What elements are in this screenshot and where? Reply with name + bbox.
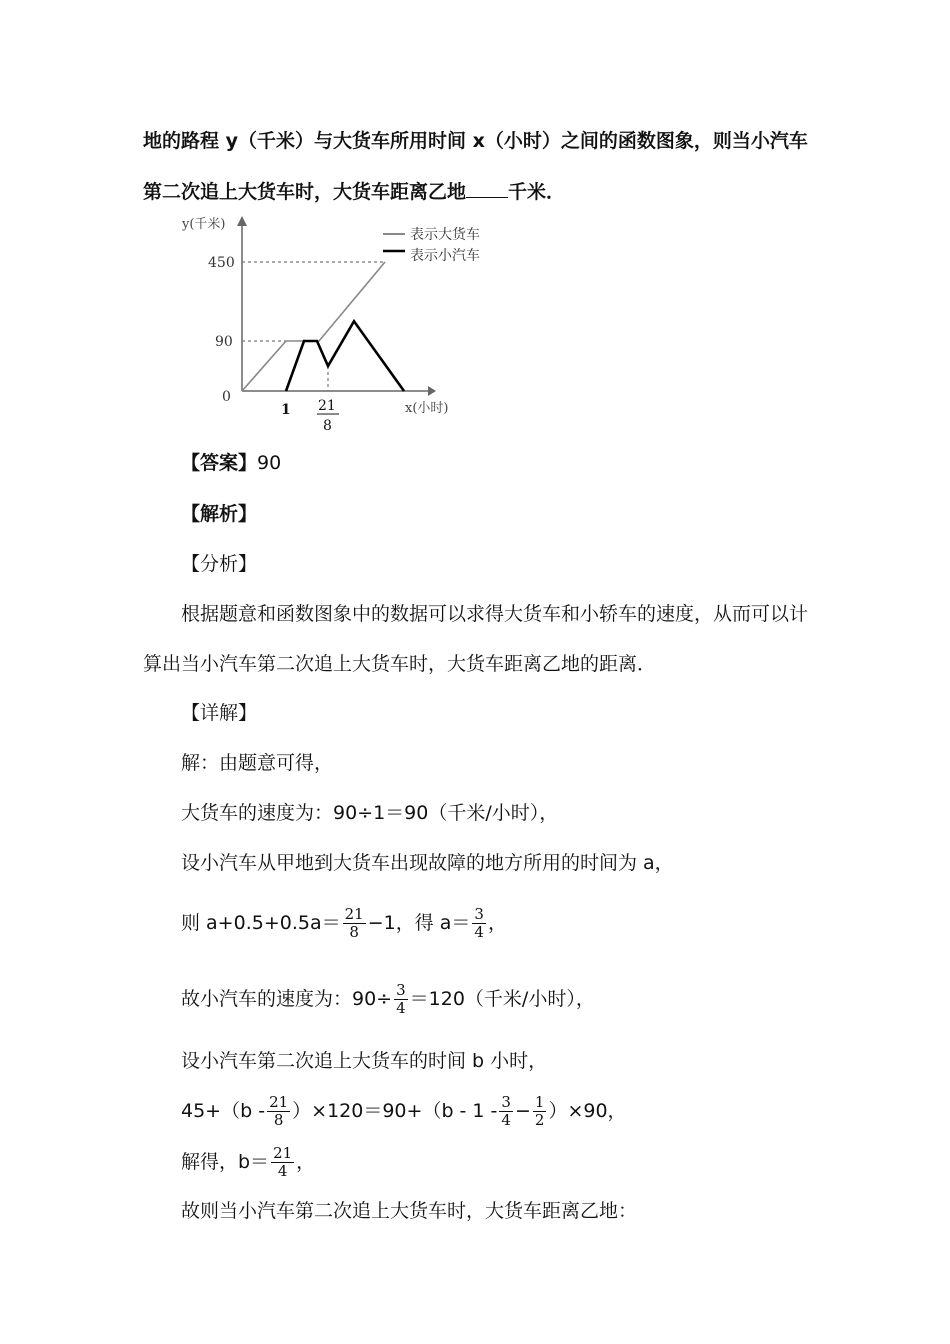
fraction-numerator: 21 xyxy=(269,1093,289,1111)
fraction-denominator: 8 xyxy=(273,1111,284,1129)
step-8 xyxy=(181,1145,315,1180)
step-1: 解：由题意可得， xyxy=(181,752,334,774)
legend-label-car: 表示小汽车 xyxy=(410,248,480,264)
x-tick-label: 21 xyxy=(318,398,336,414)
fraction-numerator: 3 xyxy=(501,1093,511,1111)
step-7-c: ）×90， xyxy=(548,1100,627,1122)
step-4 xyxy=(181,906,507,941)
step-8-pre: 解得，b＝ xyxy=(181,1151,270,1173)
question-line-2-pre: 第二次追上大货车时，大货车距离乙地 xyxy=(143,181,467,203)
fraction-21-8 xyxy=(343,906,366,941)
question-line-2 xyxy=(143,179,565,204)
step-7 xyxy=(181,1094,627,1129)
fraction-numerator: 21 xyxy=(344,905,364,923)
y-axis-arrow xyxy=(237,216,247,226)
question-line-2-post: 千米． xyxy=(508,181,566,203)
fraction-21-8 xyxy=(267,1094,290,1129)
fraction-numerator: 3 xyxy=(474,905,484,923)
x-axis-label: x(小时) xyxy=(405,401,449,416)
fraction-numerator: 1 xyxy=(534,1093,545,1111)
fraction-denominator: 4 xyxy=(474,923,484,941)
legend-label-truck: 表示大货车 xyxy=(410,227,480,243)
fraction-denominator: 4 xyxy=(501,1111,511,1129)
xiangjie-label: 【详解】 xyxy=(181,702,258,724)
answer-line xyxy=(181,451,281,475)
fraction-denominator: 8 xyxy=(349,923,359,941)
step-4-mid: −1，得 a＝ xyxy=(367,912,471,934)
step-6: 设小汽车第二次追上大货车的时间 b 小时， xyxy=(181,1050,548,1072)
step-3: 设小汽车从甲地到大货车出现故障的地方所用的时间为 a， xyxy=(181,852,674,874)
step-8-post: ， xyxy=(296,1151,316,1173)
answer-blank xyxy=(466,179,508,198)
function-graph xyxy=(170,208,510,438)
step-4-pre: 则 a+0.5+0.5a＝ xyxy=(181,912,341,934)
fraction-3-4 xyxy=(499,1094,513,1129)
step-5-pre: 故小汽车的速度为：90÷ xyxy=(181,988,393,1010)
x-axis-arrow xyxy=(428,386,436,396)
x-tick-label: 8 xyxy=(323,418,332,434)
series-line-truck xyxy=(242,262,385,391)
fraction-denominator: 4 xyxy=(277,1162,288,1180)
answer-value: 90 xyxy=(257,452,282,474)
x-tick-label: 1 xyxy=(281,402,291,418)
step-5-post: ＝120（千米/小时）， xyxy=(409,988,595,1010)
y-axis-label: y(千米) xyxy=(182,217,226,232)
fenxi-text-1: 根据题意和函数图象中的数据可以求得大货车和小轿车的速度，从而可以计 xyxy=(181,603,809,625)
fraction-denominator: 4 xyxy=(396,999,406,1017)
analysis-label: 【解析】 xyxy=(181,503,258,525)
fraction-3-4 xyxy=(472,906,486,941)
step-7-minus: − xyxy=(514,1100,531,1122)
question-line-1: 地的路程 y（千米）与大货车所用时间 x（小时）之间的函数图象，则当小汽车 xyxy=(143,130,808,152)
fraction-numerator: 21 xyxy=(273,1144,293,1162)
step-5 xyxy=(181,982,595,1017)
series-line-car xyxy=(286,321,404,391)
y-tick-label: 90 xyxy=(215,334,233,350)
fraction-numerator: 3 xyxy=(396,981,406,999)
step-9: 故则当小汽车第二次追上大货车时，大货车距离乙地： xyxy=(181,1200,638,1222)
answer-label: 【答案】 xyxy=(181,452,258,474)
fraction-21-4 xyxy=(271,1145,294,1180)
y-tick-label: 450 xyxy=(208,255,235,271)
fraction-1-2 xyxy=(533,1094,547,1129)
fraction-3-4 xyxy=(394,982,408,1017)
step-4-post: ， xyxy=(487,912,507,934)
step-7-a: 45+（b - xyxy=(181,1100,266,1122)
step-2: 大货车的速度为：90÷1＝90（千米/小时）， xyxy=(181,802,559,824)
fenxi-label: 【分析】 xyxy=(181,553,258,575)
fenxi-text-2: 算出当小汽车第二次追上大货车时，大货车距离乙地的距离． xyxy=(143,653,657,675)
y-tick-label: 0 xyxy=(222,389,231,405)
fraction-denominator: 2 xyxy=(534,1111,545,1129)
step-7-b: ）×120＝90+（b - 1 - xyxy=(292,1100,498,1122)
